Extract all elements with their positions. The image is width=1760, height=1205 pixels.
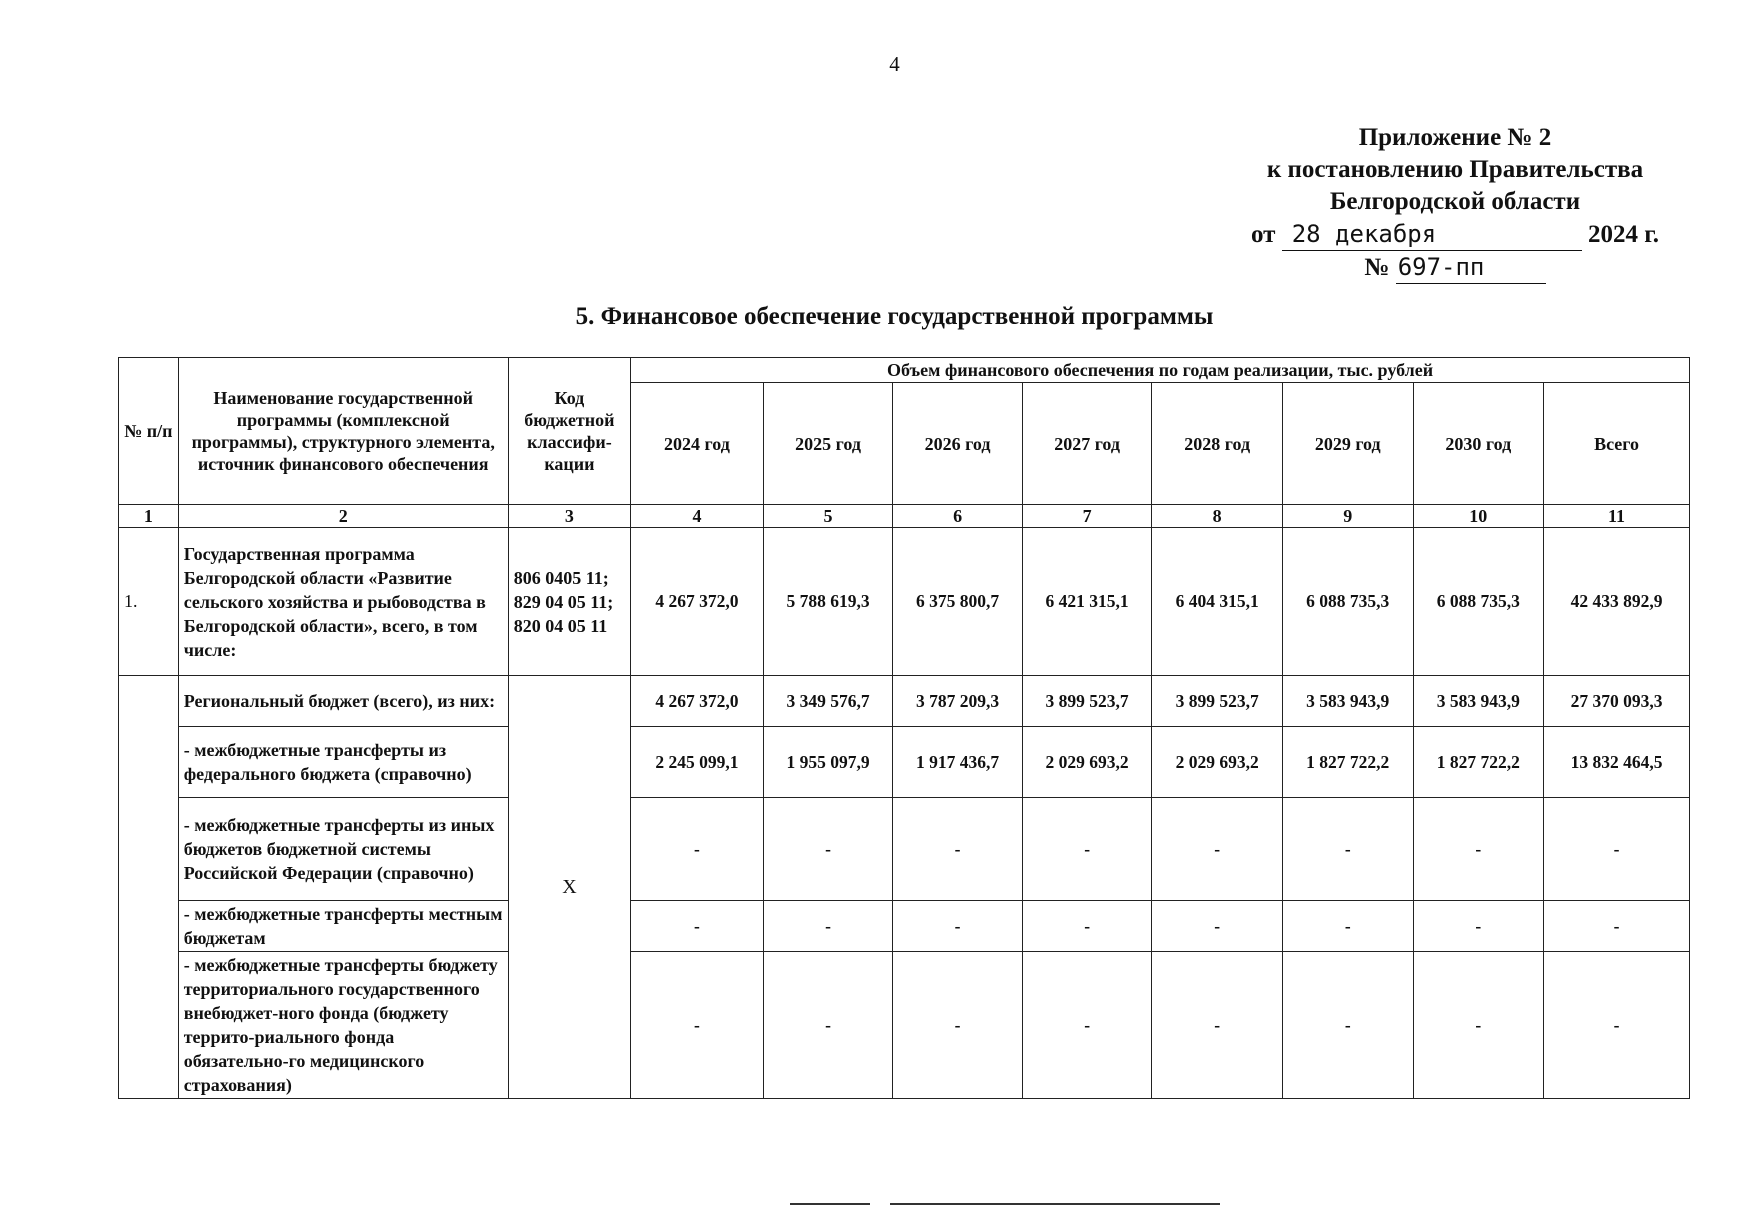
column-index: 10: [1413, 505, 1544, 528]
header-num: № п/п: [119, 358, 179, 505]
value-cell: -: [1413, 798, 1544, 901]
value-cell: -: [893, 798, 1023, 901]
value-cell: 2 029 693,2: [1152, 727, 1283, 798]
value-cell: -: [1022, 901, 1152, 952]
header-code: Код бюджетной классифи-кации: [508, 358, 630, 505]
row-number-empty: [119, 676, 179, 1099]
column-index: 5: [763, 505, 893, 528]
value-cell: 3 787 209,3: [893, 676, 1023, 727]
table-row-local-transfers: [119, 901, 1690, 952]
column-index: 8: [1152, 505, 1283, 528]
value-cell: 1 827 722,2: [1413, 727, 1544, 798]
value-cell: 2 245 099,1: [631, 727, 764, 798]
appendix-line-decree: к постановлению Правительства: [1266, 156, 1644, 183]
value-cell: -: [631, 901, 764, 952]
value-cell: -: [1022, 952, 1152, 1099]
total-cell: 13 832 464,5: [1544, 727, 1690, 798]
header-year: 2030 год: [1413, 383, 1544, 505]
column-index: 9: [1282, 505, 1413, 528]
column-index: 1: [119, 505, 179, 528]
number-prefix: №: [1364, 254, 1390, 281]
column-index: 2: [178, 505, 508, 528]
row-name: - межбюджетные трансферты местным бюджетам: [178, 901, 508, 952]
value-cell: 3 899 523,7: [1152, 676, 1283, 727]
header-funding-group: Объем финансового обеспечения по годам реализации, тыс. рублей: [631, 358, 1690, 383]
header-total: Всего: [1544, 383, 1690, 505]
row-name: Региональный бюджет (всего), из них:: [178, 676, 508, 727]
appendix-block: [1205, 122, 1705, 284]
value-cell: 1 827 722,2: [1282, 727, 1413, 798]
value-cell: -: [1282, 901, 1413, 952]
total-cell: 42 433 892,9: [1544, 528, 1690, 676]
value-cell: -: [1282, 798, 1413, 901]
header-year: 2025 год: [763, 383, 893, 505]
value-cell: -: [893, 952, 1023, 1099]
value-cell: -: [763, 798, 893, 901]
column-index: 7: [1022, 505, 1152, 528]
budget-code: X: [508, 676, 630, 1099]
value-cell: -: [631, 952, 764, 1099]
column-index: 3: [508, 505, 630, 528]
value-cell: 2 029 693,2: [1022, 727, 1152, 798]
total-cell: -: [1544, 901, 1690, 952]
table-row-federal-transfers: [119, 727, 1690, 798]
value-cell: 3 899 523,7: [1022, 676, 1152, 727]
header-year: 2026 год: [893, 383, 1023, 505]
value-cell: -: [1282, 952, 1413, 1099]
table-row-program-total: [119, 528, 1690, 676]
column-index-row: [119, 505, 1690, 528]
value-cell: 3 583 943,9: [1282, 676, 1413, 727]
financial-table: [118, 357, 1690, 1099]
value-cell: 6 421 315,1: [1022, 528, 1152, 676]
header-year: 2027 год: [1022, 383, 1152, 505]
value-cell: 6 375 800,7: [893, 528, 1023, 676]
value-cell: -: [893, 901, 1023, 952]
value-cell: -: [1152, 901, 1283, 952]
value-cell: -: [763, 901, 893, 952]
header-year: 2029 год: [1282, 383, 1413, 505]
table-row-regional-budget: [119, 676, 1690, 727]
column-index: 4: [631, 505, 764, 528]
value-cell: 6 088 735,3: [1282, 528, 1413, 676]
page-number: 4: [889, 52, 900, 76]
value-cell: -: [763, 952, 893, 1099]
value-cell: -: [631, 798, 764, 901]
appendix-number-line: [1205, 251, 1705, 284]
column-index: 6: [893, 505, 1023, 528]
value-cell: -: [1022, 798, 1152, 901]
value-cell: 1 955 097,9: [763, 727, 893, 798]
value-cell: 6 088 735,3: [1413, 528, 1544, 676]
value-cell: 4 267 372,0: [631, 528, 764, 676]
value-cell: 3 349 576,7: [763, 676, 893, 727]
row-number: 1.: [119, 528, 179, 676]
row-name: Государственная программа Белгородской области «Развитие сельского хозяйства и рыбоводства в Белгородской области», всего, в том числе:: [178, 528, 508, 676]
total-cell: -: [1544, 952, 1690, 1099]
table-row-other-transfers: [119, 798, 1690, 901]
value-cell: 6 404 315,1: [1152, 528, 1283, 676]
appendix-title: Приложение № 2: [1358, 124, 1552, 151]
appendix-line-region: Белгородской области: [1329, 188, 1581, 215]
row-name: - межбюджетные трансферты из федерального бюджета (справочно): [178, 727, 508, 798]
value-cell: 1 917 436,7: [893, 727, 1023, 798]
total-cell: -: [1544, 798, 1690, 901]
row-name: - межбюджетные трансферты бюджету территориального государственного внебюджет-ного фонда (бюджету террито-риального фонда обязательно-го медицинского страхования): [178, 952, 508, 1099]
handwritten-date: 28 декабря: [1282, 218, 1582, 251]
total-cell: 27 370 093,3: [1544, 676, 1690, 727]
row-name: - межбюджетные трансферты из иных бюджетов бюджетной системы Российской Федерации (справочно): [178, 798, 508, 901]
header-year: 2024 год: [631, 383, 764, 505]
date-suffix: 2024 г.: [1587, 221, 1659, 248]
handwritten-number: 697-пп: [1396, 251, 1546, 284]
value-cell: -: [1152, 952, 1283, 1099]
column-index: 11: [1544, 505, 1690, 528]
appendix-date-line: [1205, 218, 1705, 251]
section-title: 5. Финансовое обеспечение государственной программы: [575, 303, 1214, 330]
value-cell: 3 583 943,9: [1413, 676, 1544, 727]
value-cell: 5 788 619,3: [763, 528, 893, 676]
header-name: Наименование государственной программы (комплексной программы), структурного элемента, источник финансового обеспечения: [178, 358, 508, 505]
value-cell: -: [1413, 901, 1544, 952]
value-cell: -: [1413, 952, 1544, 1099]
budget-code: 806 0405 11; 829 04 05 11; 820 04 05 11: [508, 528, 630, 676]
value-cell: -: [1152, 798, 1283, 901]
date-prefix: от: [1251, 221, 1276, 248]
table-row-extrabudgetary-fund: [119, 952, 1690, 1099]
header-year: 2028 год: [1152, 383, 1283, 505]
value-cell: 4 267 372,0: [631, 676, 764, 727]
